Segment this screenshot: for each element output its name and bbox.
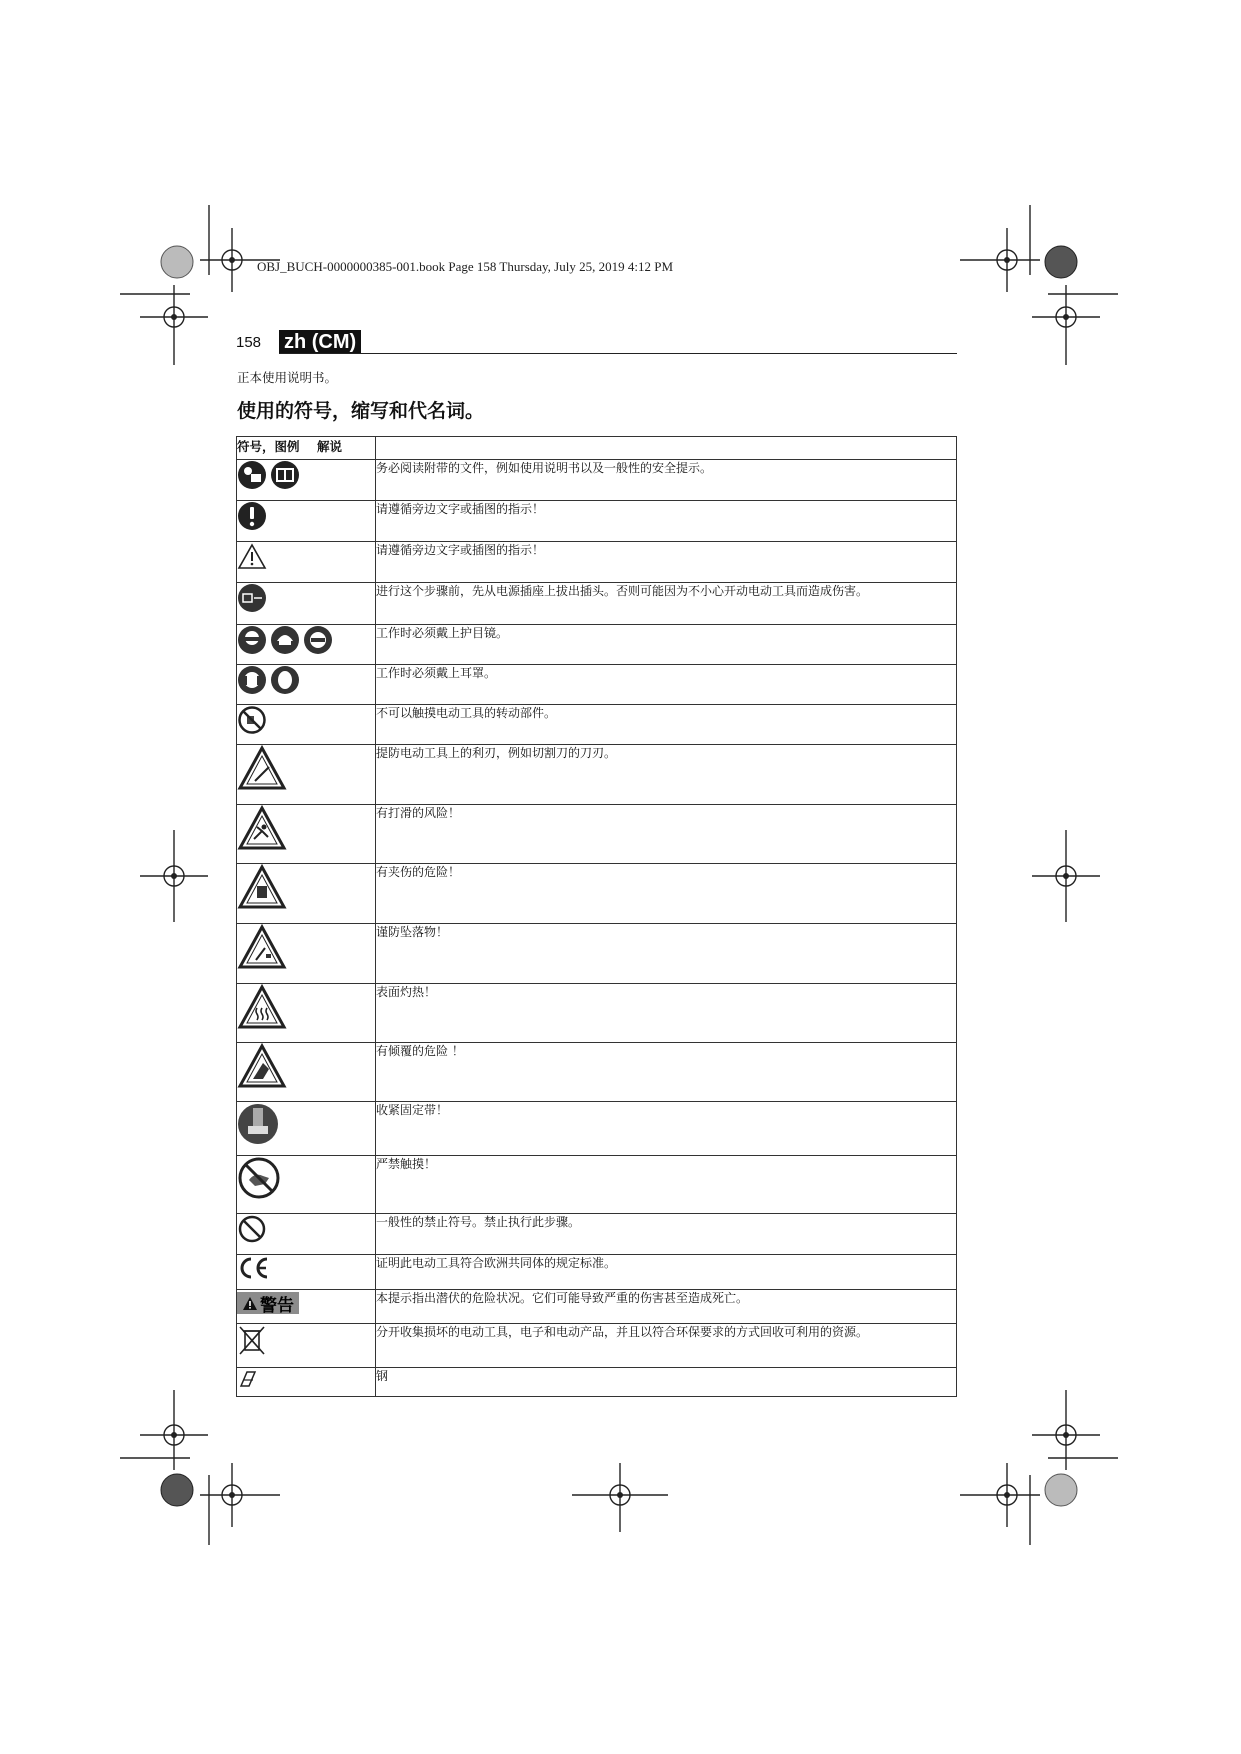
tipping-warning-icon <box>237 1043 375 1089</box>
print-slug: OBJ_BUCH-0000000385-001.book Page 158 Thursday, July 25, 2019 4:12 PM <box>257 259 674 274</box>
table-row <box>237 984 957 1043</box>
header-cell <box>237 437 376 460</box>
warning-label-text: 警告 <box>260 1295 294 1316</box>
row-text: 进行这个步骤前，先从电源插座上拔出插头。否则可能因为不小心开动电动工具而造成伤害。 <box>376 583 957 625</box>
read-manual-icon <box>237 460 375 490</box>
table-row <box>237 924 957 984</box>
table-row <box>237 745 957 805</box>
table-row <box>237 1214 957 1255</box>
table-row <box>237 542 957 583</box>
row-text: 工作时必须戴上护目镜。 <box>376 625 957 665</box>
row-text: 有倾覆的危险 ！ <box>376 1043 957 1102</box>
row-text: 务必阅读附带的文件，例如使用说明书以及一般性的安全提示。 <box>376 460 957 501</box>
row-text: 表面灼热！ <box>376 984 957 1043</box>
warning-triangle-icon <box>237 542 375 570</box>
row-text: 证明此电动工具符合欧洲共同体的规定标准。 <box>376 1255 957 1290</box>
table-row <box>237 460 957 501</box>
ear-protection-icon <box>237 665 375 695</box>
ce-mark-icon <box>237 1255 375 1281</box>
table-row <box>237 1102 957 1156</box>
row-text: 有夹伤的危险！ <box>376 864 957 924</box>
row-text: 本提示指出潜伏的危险状况。它们可能导致严重的伤害甚至造成死亡。 <box>376 1290 957 1324</box>
section-heading: 使用的符号，缩写和代名词。 <box>237 400 485 422</box>
header-rule <box>279 353 957 354</box>
table-row <box>237 1255 957 1290</box>
intro-text: 正本使用说明书。 <box>237 370 338 385</box>
table-row <box>237 1290 957 1324</box>
table-row <box>237 625 957 665</box>
mandatory-exclamation-icon <box>237 501 375 531</box>
table-row <box>237 805 957 864</box>
tighten-strap-icon <box>237 1102 375 1146</box>
row-text: 有打滑的风险！ <box>376 805 957 864</box>
table-row <box>237 583 957 625</box>
weee-bin-icon <box>237 1324 375 1358</box>
row-text: 谨防坠落物！ <box>376 924 957 984</box>
falling-objects-warning-icon <box>237 924 375 970</box>
table-row <box>237 864 957 924</box>
symbols-table <box>236 436 957 1397</box>
row-text: 不可以触摸电动工具的转动部件。 <box>376 705 957 745</box>
row-text: 工作时必须戴上耳罩。 <box>376 665 957 705</box>
row-text: 严禁触摸！ <box>376 1156 957 1214</box>
table-row <box>237 501 957 542</box>
hot-surface-warning-icon <box>237 984 375 1030</box>
slip-warning-icon <box>237 805 375 851</box>
row-text: 一般性的禁止符号。禁止执行此步骤。 <box>376 1214 957 1255</box>
row-text: 提防电动工具上的利刃，例如切割刀的刀刃。 <box>376 745 957 805</box>
row-text: 请遵循旁边文字或插图的指示！ <box>376 501 957 542</box>
table-row <box>237 1156 957 1214</box>
do-not-touch-icon <box>237 1156 375 1200</box>
no-touch-rotating-icon <box>237 705 375 735</box>
table-header-row <box>237 437 957 460</box>
prohibition-icon <box>237 1214 375 1244</box>
eye-protection-icon <box>237 625 375 655</box>
language-badge: zh (CM) <box>279 330 361 354</box>
pinch-warning-icon <box>237 864 375 910</box>
table-row <box>237 1324 957 1368</box>
table-row <box>237 1368 957 1397</box>
unplug-icon <box>237 583 375 613</box>
steel-material-icon <box>237 1368 375 1390</box>
row-text: 分开收集损坏的电动工具，电子和电动产品，并且以符合环保要求的方式回收可利用的资源。 <box>376 1324 957 1368</box>
row-text: 钢 <box>376 1368 957 1397</box>
page-number: 158 <box>236 334 262 351</box>
table-row <box>237 665 957 705</box>
table-row <box>237 705 957 745</box>
table-row <box>237 1043 957 1102</box>
row-text: 请遵循旁边文字或插图的指示！ <box>376 542 957 583</box>
warning-label-icon <box>237 1292 299 1314</box>
header-symbol-label: 符号，图例 <box>237 439 300 454</box>
header-explanation-label: 解说 <box>316 439 342 454</box>
sharp-blade-warning-icon <box>237 745 375 791</box>
row-text: 收紧固定带！ <box>376 1102 957 1156</box>
